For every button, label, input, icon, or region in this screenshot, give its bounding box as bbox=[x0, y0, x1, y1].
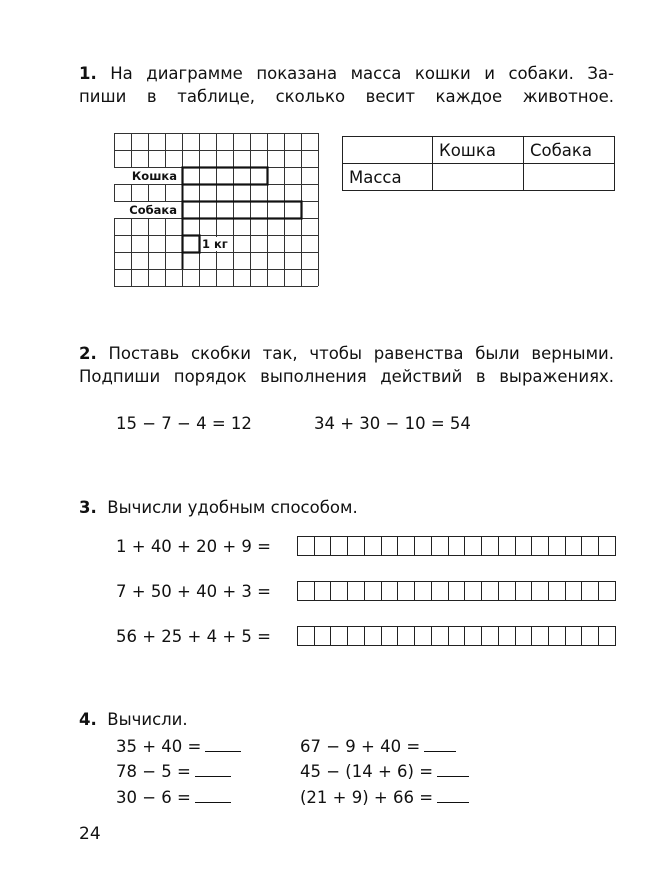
mass-table-row-label: Масса bbox=[343, 164, 433, 191]
unit-label: 1 кг bbox=[202, 237, 228, 251]
task-4-right-3 bbox=[300, 788, 469, 807]
answer-cell[interactable] bbox=[432, 582, 449, 600]
task-4-right-3-expr: (21 + 9) + 66 = bbox=[300, 788, 434, 807]
answer-cell[interactable] bbox=[382, 582, 399, 600]
answer-cell[interactable] bbox=[499, 537, 516, 555]
task-4-left-1 bbox=[116, 737, 241, 756]
answer-cell[interactable] bbox=[582, 537, 599, 555]
task-3-expression-3: 56 + 25 + 4 + 5 = bbox=[116, 627, 272, 646]
chart-bars bbox=[183, 167, 302, 269]
answer-cell[interactable] bbox=[465, 627, 482, 645]
task-2-number: 2. bbox=[79, 344, 97, 363]
answer-cell[interactable] bbox=[465, 582, 482, 600]
answer-cells-3[interactable] bbox=[297, 626, 616, 646]
answer-cell[interactable] bbox=[599, 627, 615, 645]
mass-cell-cat[interactable] bbox=[433, 164, 524, 191]
task-4-left-2 bbox=[116, 762, 231, 781]
answer-cell[interactable] bbox=[398, 627, 415, 645]
mass-cell-dog[interactable] bbox=[524, 164, 615, 191]
answer-cell[interactable] bbox=[331, 627, 348, 645]
answer-cell[interactable] bbox=[599, 537, 615, 555]
answer-blank[interactable] bbox=[195, 762, 231, 777]
task-2-line-1-text: Поставь скобки так, чтобы равенства были верными. bbox=[108, 344, 615, 363]
answer-cells-1[interactable] bbox=[297, 536, 616, 556]
answer-cell[interactable] bbox=[532, 537, 549, 555]
task-2-line-1 bbox=[79, 342, 614, 365]
answer-cell[interactable] bbox=[398, 537, 415, 555]
task-1-text bbox=[79, 62, 614, 108]
answer-cell[interactable] bbox=[382, 627, 399, 645]
task-4-left-1-expr: 35 + 40 = bbox=[116, 737, 202, 756]
answer-cell[interactable] bbox=[516, 582, 533, 600]
answer-cell[interactable] bbox=[549, 537, 566, 555]
task-3-number: 3. bbox=[79, 498, 97, 517]
answer-cell[interactable] bbox=[315, 537, 332, 555]
unit-square bbox=[183, 236, 200, 253]
answer-cell[interactable] bbox=[432, 537, 449, 555]
answer-cell[interactable] bbox=[331, 582, 348, 600]
answer-cell[interactable] bbox=[348, 627, 365, 645]
answer-cell[interactable] bbox=[365, 627, 382, 645]
answer-blank[interactable] bbox=[437, 762, 469, 777]
task-2-text bbox=[79, 342, 614, 388]
mass-bar-chart bbox=[114, 133, 319, 287]
task-2-expression-1: 15 − 7 − 4 = 12 bbox=[116, 414, 252, 433]
mass-table-header-cat: Кошка bbox=[433, 137, 524, 164]
answer-blank[interactable] bbox=[424, 737, 456, 752]
task-4-right-2 bbox=[300, 762, 469, 781]
answer-cell[interactable] bbox=[382, 537, 399, 555]
task-4-right-2-expr: 45 − (14 + 6) = bbox=[300, 762, 434, 781]
answer-cell[interactable] bbox=[415, 537, 432, 555]
answer-cell[interactable] bbox=[449, 627, 466, 645]
answer-cell[interactable] bbox=[298, 627, 315, 645]
task-2-line-2: Подпиши порядок выполнения действий в выражениях. bbox=[79, 367, 614, 386]
answer-cell[interactable] bbox=[449, 582, 466, 600]
answer-cell[interactable] bbox=[599, 582, 615, 600]
answer-cell[interactable] bbox=[315, 582, 332, 600]
mass-table bbox=[342, 136, 615, 191]
task-4-text bbox=[79, 708, 188, 731]
answer-cell[interactable] bbox=[482, 537, 499, 555]
task-4-number: 4. bbox=[79, 710, 97, 729]
answer-cell[interactable] bbox=[549, 627, 566, 645]
answer-cell[interactable] bbox=[415, 627, 432, 645]
answer-cell[interactable] bbox=[415, 582, 432, 600]
answer-cell[interactable] bbox=[465, 537, 482, 555]
answer-cell[interactable] bbox=[566, 537, 583, 555]
task-1-line-2: пиши в таблице, сколько весит каждое животное. bbox=[79, 87, 614, 106]
bar-dog bbox=[183, 202, 302, 219]
task-4-left-3 bbox=[116, 788, 231, 807]
page-number: 24 bbox=[79, 824, 101, 844]
answer-cell[interactable] bbox=[298, 537, 315, 555]
answer-cell[interactable] bbox=[582, 582, 599, 600]
answer-blank[interactable] bbox=[195, 788, 231, 803]
answer-cell[interactable] bbox=[348, 582, 365, 600]
answer-cells-2[interactable] bbox=[297, 581, 616, 601]
answer-cell[interactable] bbox=[566, 627, 583, 645]
mass-table-header-dog: Собака bbox=[524, 137, 615, 164]
answer-cell[interactable] bbox=[549, 582, 566, 600]
task-3-text bbox=[79, 496, 358, 519]
task-3-expression-1: 1 + 40 + 20 + 9 = bbox=[116, 537, 272, 556]
answer-cell[interactable] bbox=[449, 537, 466, 555]
answer-cell[interactable] bbox=[482, 582, 499, 600]
answer-cell[interactable] bbox=[516, 627, 533, 645]
answer-cell[interactable] bbox=[432, 627, 449, 645]
task-1-line-1 bbox=[79, 62, 614, 85]
task-4-left-2-expr: 78 − 5 = bbox=[116, 762, 191, 781]
task-4-left-3-expr: 30 − 6 = bbox=[116, 788, 191, 807]
task-4-right-1 bbox=[300, 737, 456, 756]
answer-cell[interactable] bbox=[482, 627, 499, 645]
answer-cell[interactable] bbox=[499, 582, 516, 600]
answer-cell[interactable] bbox=[499, 627, 516, 645]
answer-cell[interactable] bbox=[532, 582, 549, 600]
answer-cell[interactable] bbox=[298, 582, 315, 600]
bar-label-cat: Кошка bbox=[131, 169, 177, 183]
bar-cat bbox=[183, 168, 268, 185]
answer-cell[interactable] bbox=[516, 537, 533, 555]
task-4-instruction: Вычисли. bbox=[107, 710, 188, 729]
answer-cell[interactable] bbox=[398, 582, 415, 600]
task-4-right-1-expr: 67 − 9 + 40 = bbox=[300, 737, 421, 756]
answer-cell[interactable] bbox=[315, 627, 332, 645]
mass-table-row bbox=[343, 164, 615, 191]
task-1-line-1-text: На диаграмме показана масса кошки и собаки. За- bbox=[110, 64, 615, 83]
task-1-number: 1. bbox=[79, 64, 97, 83]
answer-cell[interactable] bbox=[532, 627, 549, 645]
mass-table-corner bbox=[343, 137, 433, 164]
bar-label-dog: Собака bbox=[129, 203, 177, 217]
task-3-expression-2: 7 + 50 + 40 + 3 = bbox=[116, 582, 272, 601]
answer-cell[interactable] bbox=[582, 627, 599, 645]
answer-cell[interactable] bbox=[348, 537, 365, 555]
answer-blank[interactable] bbox=[205, 737, 241, 752]
mass-table-header-row bbox=[343, 137, 615, 164]
answer-cell[interactable] bbox=[566, 582, 583, 600]
task-3-instruction: Вычисли удобным способом. bbox=[107, 498, 358, 517]
answer-blank[interactable] bbox=[437, 788, 469, 803]
answer-cell[interactable] bbox=[331, 537, 348, 555]
answer-cell[interactable] bbox=[365, 582, 382, 600]
task-2-expression-2: 34 + 30 − 10 = 54 bbox=[314, 414, 471, 433]
answer-cell[interactable] bbox=[365, 537, 382, 555]
